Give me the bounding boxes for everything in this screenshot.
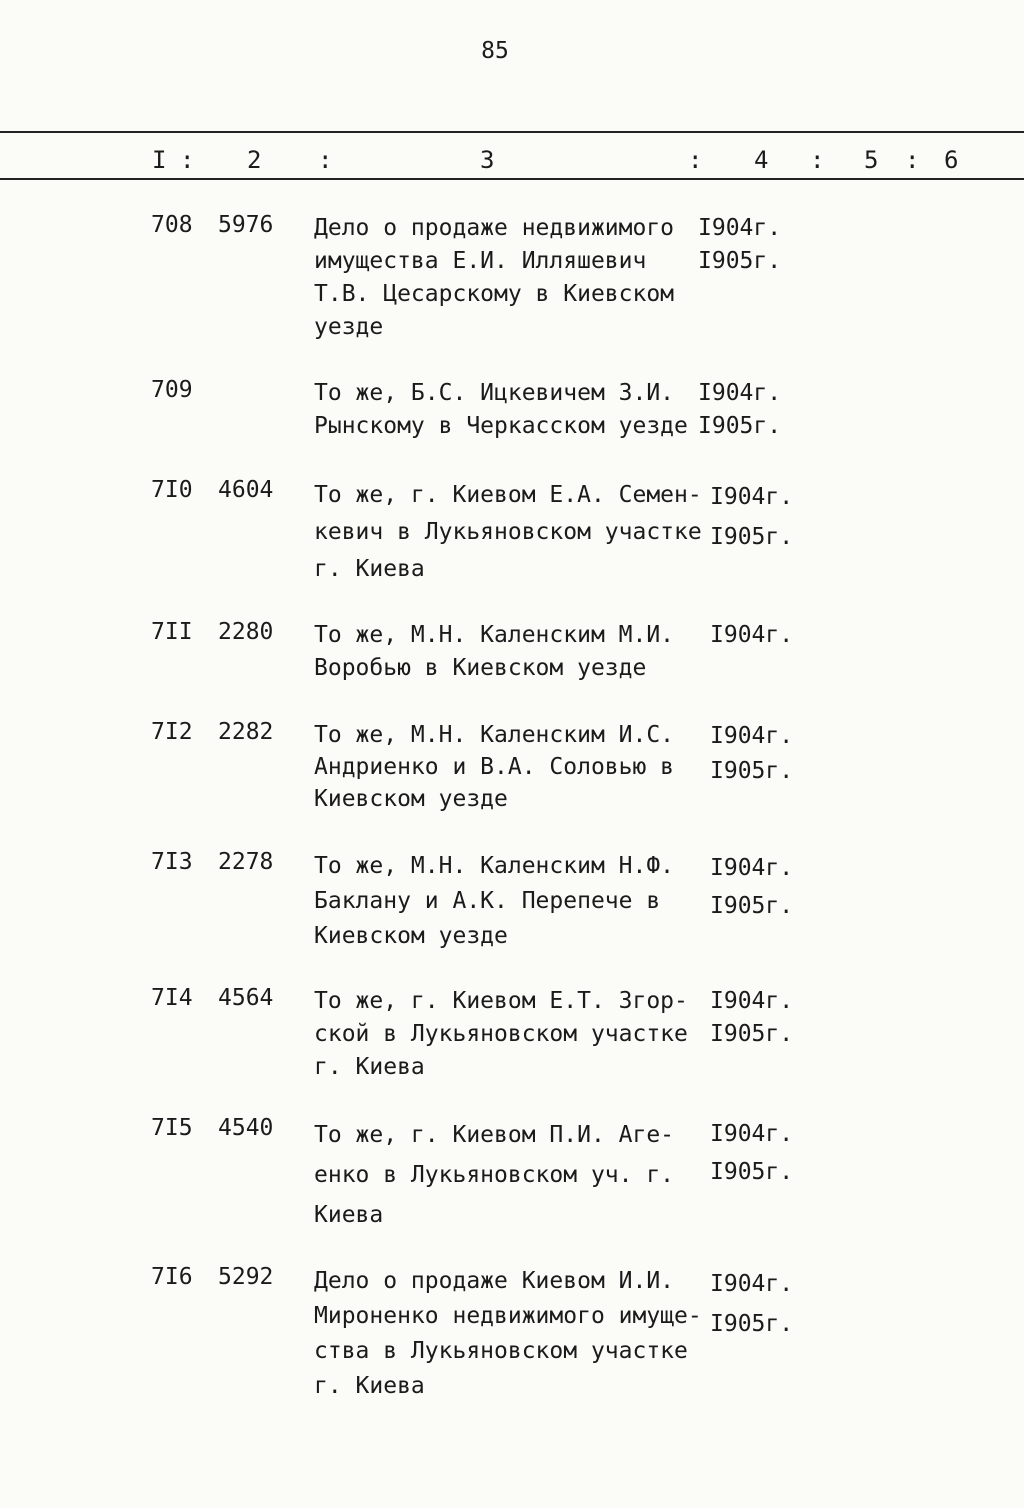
row-code: 4564 <box>218 985 274 1011</box>
row-years: I904г. I905г. <box>698 380 782 439</box>
row-years: I904г. I905г. <box>710 1271 794 1337</box>
row-number: 7I0 <box>151 477 193 503</box>
row-description: То же, г. Киевом П.И. Аге- енко в Лукьяновском уч. г. Киева <box>314 1122 675 1228</box>
header-col-3: 3 <box>480 146 495 174</box>
row-years: I904г. I905г. <box>710 988 794 1047</box>
row-code: 2282 <box>218 719 274 745</box>
row-years: I904г. I905г. <box>710 1121 794 1185</box>
row-years: I904г. I905г. <box>698 215 782 274</box>
header-sep-2: : <box>318 146 333 174</box>
page-number: 85 <box>481 38 509 64</box>
header-col-4: 4 <box>754 146 769 174</box>
row-code: 4540 <box>218 1115 274 1141</box>
header-sep-4: : <box>810 146 825 174</box>
row-number: 7I3 <box>151 849 193 875</box>
row-description: Дело о продаже недвижимого имущества Е.И. Илляшевич Т.В. Цесарскому в Киевском уезде <box>314 215 675 340</box>
header-col-6: 6 <box>944 146 959 174</box>
header-col-2: 2 <box>247 146 262 174</box>
row-description: То же, г. Киевом Е.А. Семен- кевич в Лукьяновском участке г. Киева <box>314 482 702 582</box>
row-number: 7I4 <box>151 985 193 1011</box>
row-description: То же, Б.С. Ицкевичем З.И. Рынскому в Черкасском уезде <box>314 380 688 439</box>
header-col-1: I <box>152 146 167 174</box>
row-code: 5976 <box>218 212 274 238</box>
row-number: 7I5 <box>151 1115 193 1141</box>
row-years: I904г. I905г. <box>710 484 794 550</box>
header-col-5: 5 <box>864 146 879 174</box>
header-sep-3: : <box>688 146 703 174</box>
row-number: 708 <box>151 212 193 238</box>
header-rule-top <box>0 131 1024 133</box>
row-code: 5292 <box>218 1264 274 1290</box>
row-description: То же, М.Н. Каленским Н.Ф. Баклану и А.К. Перепече в Киевском уезде <box>314 853 675 949</box>
row-description: То же, М.Н. Каленским М.И. Воробью в Киевском уезде <box>314 622 675 681</box>
row-code: 2280 <box>218 619 274 645</box>
row-number: 7II <box>151 619 193 645</box>
row-years: I904г. I905г. <box>710 855 794 919</box>
row-years: I904г. <box>710 622 794 648</box>
header-sep-5: : <box>905 146 920 174</box>
row-years: I904г. I905г. <box>710 723 794 784</box>
header-rule-bottom <box>0 178 1024 180</box>
row-description: Дело о продаже Киевом И.И. Мироненко недвижимого имуще- ства в Лукьяновском участке г. Киева <box>314 1268 702 1399</box>
row-number: 709 <box>151 377 193 403</box>
row-code: 4604 <box>218 477 274 503</box>
row-description: То же, М.Н. Каленским И.С. Андриенко и В.А. Соловью в Киевском уезде <box>314 722 675 812</box>
row-number: 7I2 <box>151 719 193 745</box>
row-code: 2278 <box>218 849 274 875</box>
row-number: 7I6 <box>151 1264 193 1290</box>
header-sep-1: : <box>180 146 195 174</box>
row-description: То же, г. Киевом Е.Т. Згор- ской в Лукьяновском участке г. Киева <box>314 988 688 1080</box>
